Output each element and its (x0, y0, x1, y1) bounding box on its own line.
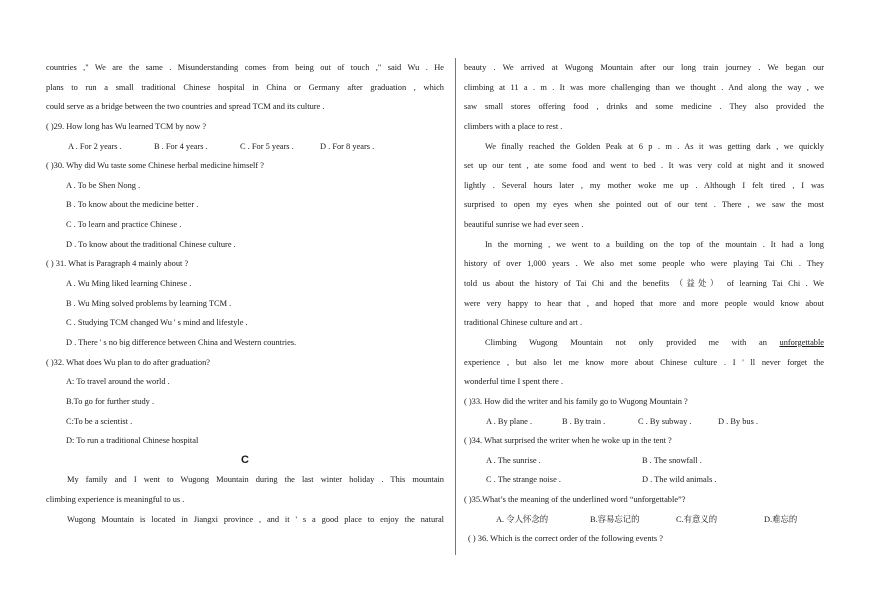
question-32-option-c: C:To be a scientist . (66, 416, 133, 426)
passage-c-line: climbing experience is meaningful to us . (46, 495, 185, 505)
question-34-options-row1 (464, 451, 824, 471)
left-column (46, 58, 444, 529)
question-34-stem: ( )34. What surprised the writer when he woke up in the tent ? (464, 436, 672, 446)
option-b: B . The snowfall . (642, 455, 702, 465)
option-a: A . By plane . (486, 416, 533, 426)
question-31-option-d: D . There ' s no big difference between China and Western countries. (66, 337, 297, 347)
option-d: D . For 8 years . (320, 141, 375, 151)
passage-line: climbers with a place to rest . (464, 121, 563, 131)
question-30-option-d: D . To know about the traditional Chinese culture . (66, 239, 236, 249)
question-31-option-b: B . Wu Ming solved problems by learning TCM . (66, 298, 232, 308)
question-33-stem: ( )33. How did the writer and his family go to Wugong Mountain ? (464, 396, 688, 406)
passage-b-line: plans to run a small traditional Chinese hospital in China or Germany after graduation , which (46, 82, 444, 92)
passage-line: beauty . We arrived at Wugong Mountain after our long train journey . We began our (464, 63, 824, 72)
passage-line: surprised to open my eyes when she pointed out of our tent . There , we saw the most (464, 200, 824, 210)
passage-line: We finally reached the Golden Peak at 6 p . m . As it was getting dark , we quickly (485, 141, 824, 151)
passage-c-line: Wugong Mountain is located in Jiangxi province , and it ' s a good place to enjoy the natural (67, 514, 444, 524)
question-32-option-a: A: To travel around the world . (66, 377, 170, 387)
option-c: C.有意义的 (676, 514, 718, 524)
passage-line: beautiful sunrise we had ever seen . (464, 220, 584, 230)
question-35-stem: ( )35.What’s the meaning of the underlined word “unforgettable”? (464, 495, 686, 505)
option-d: D . By bus . (718, 416, 759, 426)
passage-line: climbing at 11 a . m . It was more challenging than we thought . And along the way , we (464, 82, 824, 92)
option-d: D.难忘的 (764, 514, 798, 524)
passage-line: were very happy to hear that , and hoped that more and more people would know about (464, 298, 824, 308)
question-36-stem: ( ) 36. Which is the correct order of the following events ? (468, 534, 663, 544)
column-divider (455, 58, 456, 555)
passage-line: saw small stores offering food , drinks and some medicine . They also provided the (464, 102, 824, 112)
option-d: D . The wild animals . (642, 475, 717, 485)
question-32-stem: ( )32. What does Wu plan to do after graduation? (46, 357, 211, 367)
passage-line (464, 333, 824, 353)
option-b: B . For 4 years . (154, 141, 208, 151)
question-31-stem: ( ) 31. What is Paragraph 4 mainly about ? (46, 259, 189, 269)
option-a: A . For 2 years . (68, 141, 122, 151)
passage-line: In the morning , we went to a building on the top of the mountain . It had a long (485, 239, 824, 249)
question-33-options (464, 412, 824, 432)
passage-line: experience , but also let me know more about Chinese culture . I ' ll never forget the (464, 357, 824, 367)
question-31-option-a: A . Wu Ming liked learning Chinese . (66, 279, 192, 289)
option-c: C . For 5 years . (240, 141, 294, 151)
question-30-option-a: A . To be Shen Nong . (66, 180, 141, 190)
question-29-stem: ( )29. How long has Wu learned TCM by now ? (46, 121, 207, 131)
option-a: A. 令人怀念的 (496, 514, 549, 524)
passage-b-line: countries ," We are the same . Misunderstanding comes from being out of touch ," said Wu . He (46, 63, 444, 72)
right-column (464, 58, 824, 549)
question-30-option-c: C . To learn and practice Chinese . (66, 220, 182, 230)
question-29-options (46, 137, 444, 157)
option-c: C . By subway . (638, 416, 692, 426)
option-a: A . The sunrise . (486, 455, 541, 465)
option-b: B.容易忘记的 (590, 514, 640, 524)
question-30-option-b: B . To know about the medicine better . (66, 200, 199, 210)
passage-b-line: could serve as a bridge between the two countries and spread TCM and its culture . (46, 102, 325, 112)
passage-line: history of over 1,000 years . We also met some people who were playing Tai Chi . They (464, 259, 824, 269)
underlined-word: unforgettable (779, 337, 824, 347)
passage-line: lightly . Several hours later , my mother woke me up . Although I felt tired , I was (464, 180, 824, 190)
passage-line: wonderful time I spent there . (464, 377, 564, 387)
question-30-stem: ( )30. Why did Wu taste some Chinese herbal medicine himself ? (46, 161, 264, 171)
question-32-option-d: D: To run a traditional Chinese hospital (66, 436, 199, 446)
passage-text: Climbing Wugong Mountain not only provided me with an (485, 337, 767, 347)
passage-line: told us about the history of Tai Chi and the benefits （益处） of learning Tai Chi . We (464, 279, 824, 289)
question-31-option-c: C . Studying TCM changed Wu ' s mind and lifestyle . (66, 318, 248, 328)
question-34-options-row2 (464, 470, 824, 490)
option-b: B . By train . (562, 416, 606, 426)
section-title: C (241, 453, 249, 466)
question-35-options (464, 510, 824, 530)
passage-line: set up our tent , ate some food and went to bed . It was very cold at night and it snowed (464, 161, 824, 171)
option-c: C . The strange noise . (486, 475, 561, 485)
passage-c-line: My family and I went to Wugong Mountain during the last winter holiday . This mountain (67, 475, 444, 485)
passage-line: traditional Chinese culture and art . (464, 318, 583, 328)
question-32-option-b: B.To go for further study . (66, 396, 155, 406)
